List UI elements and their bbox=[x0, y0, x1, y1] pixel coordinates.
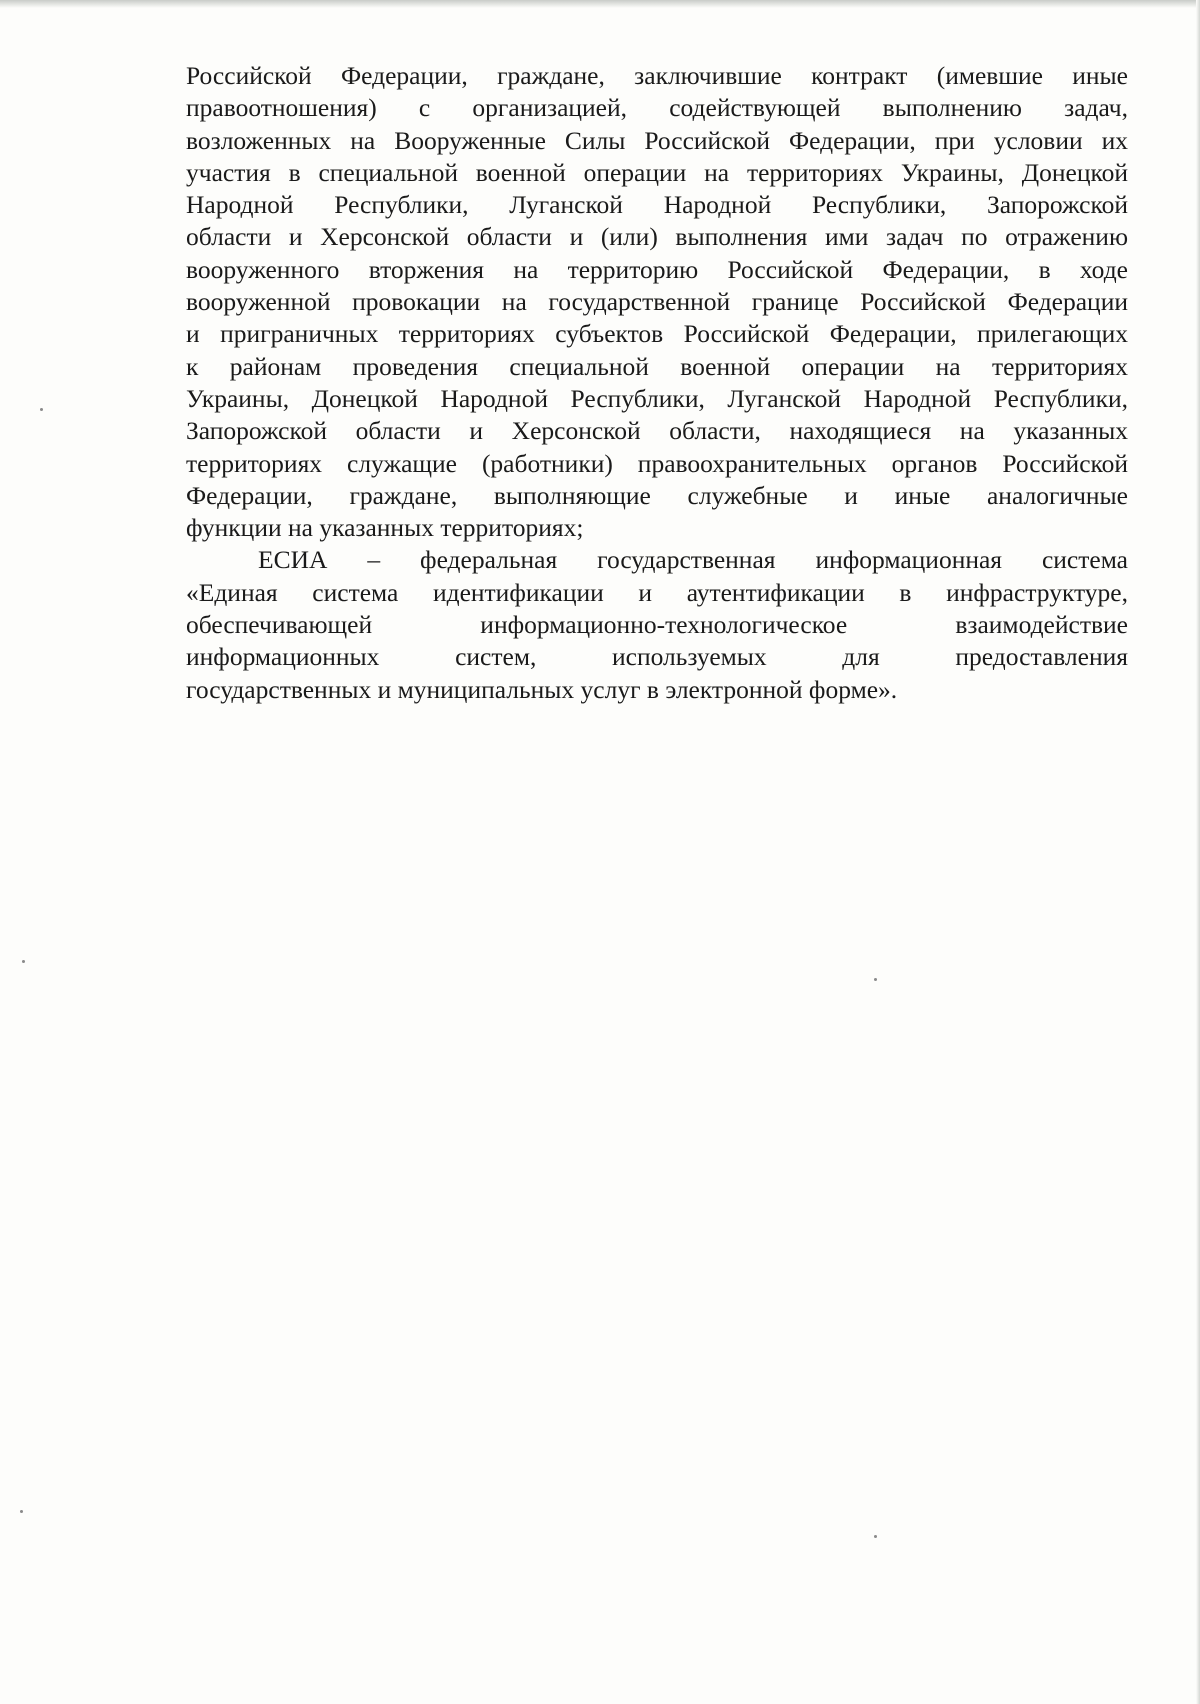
scan-edge-right bbox=[1196, 0, 1200, 1704]
text-line: и приграничных территориях субъектов Российской Федерации, прилегающих bbox=[186, 319, 1128, 349]
text-line: правоотношения) с организацией, содействующей выполнению задач, bbox=[186, 93, 1128, 123]
text-line: ЕСИА – федеральная государственная информационная система bbox=[258, 545, 1128, 575]
scan-speck bbox=[20, 1510, 23, 1513]
text-line: Федерации, граждане, выполняющие служебные и иные аналогичные bbox=[186, 480, 1128, 510]
text-line: функции на указанных территориях; bbox=[186, 513, 584, 543]
text-line: обеспечивающей информационно-технологическое взаимодействие bbox=[186, 610, 1128, 640]
text-line: участия в специальной военной операции на территориях Украины, Донецкой bbox=[186, 157, 1128, 187]
text-line: Российской Федерации, граждане, заключившие контракт (имевшие иные bbox=[186, 61, 1128, 90]
text-line: государственных и муниципальных услуг в электронной форме». bbox=[186, 674, 898, 704]
document-body bbox=[186, 60, 1128, 706]
scan-speck bbox=[22, 960, 25, 963]
text-line: Украины, Донецкой Народной Республики, Луганской Народной Республики, bbox=[186, 383, 1128, 413]
scan-speck bbox=[874, 1535, 877, 1538]
scan-speck bbox=[874, 978, 877, 981]
text-line: области и Херсонской области и (или) выполнения ими задач по отражению bbox=[186, 222, 1128, 252]
paragraph-esia-definition bbox=[186, 544, 1128, 705]
text-line: Запорожской области и Херсонской области, находящиеся на указанных bbox=[186, 416, 1128, 446]
text-line: Народной Республики, Луганской Народной Республики, Запорожской bbox=[186, 190, 1128, 220]
text-line: вооруженной провокации на государственной границе Российской Федерации bbox=[186, 287, 1128, 317]
scan-speck bbox=[40, 408, 43, 411]
text-line: территориях служащие (работники) правоохранительных органов Российской bbox=[186, 448, 1128, 478]
text-line: к районам проведения специальной военной операции на территориях bbox=[186, 351, 1128, 381]
text-line: вооруженного вторжения на территорию Российской Федерации, в ходе bbox=[186, 254, 1128, 284]
text-line: «Единая система идентификации и аутентификации в инфраструктуре, bbox=[186, 577, 1128, 607]
text-line: возложенных на Вооруженные Силы Российской Федерации, при условии их bbox=[186, 125, 1128, 155]
paragraph-definitions-continuation bbox=[186, 60, 1128, 544]
text-line: информационных систем, используемых для предоставления bbox=[186, 642, 1128, 672]
scan-edge-top bbox=[0, 0, 1200, 8]
